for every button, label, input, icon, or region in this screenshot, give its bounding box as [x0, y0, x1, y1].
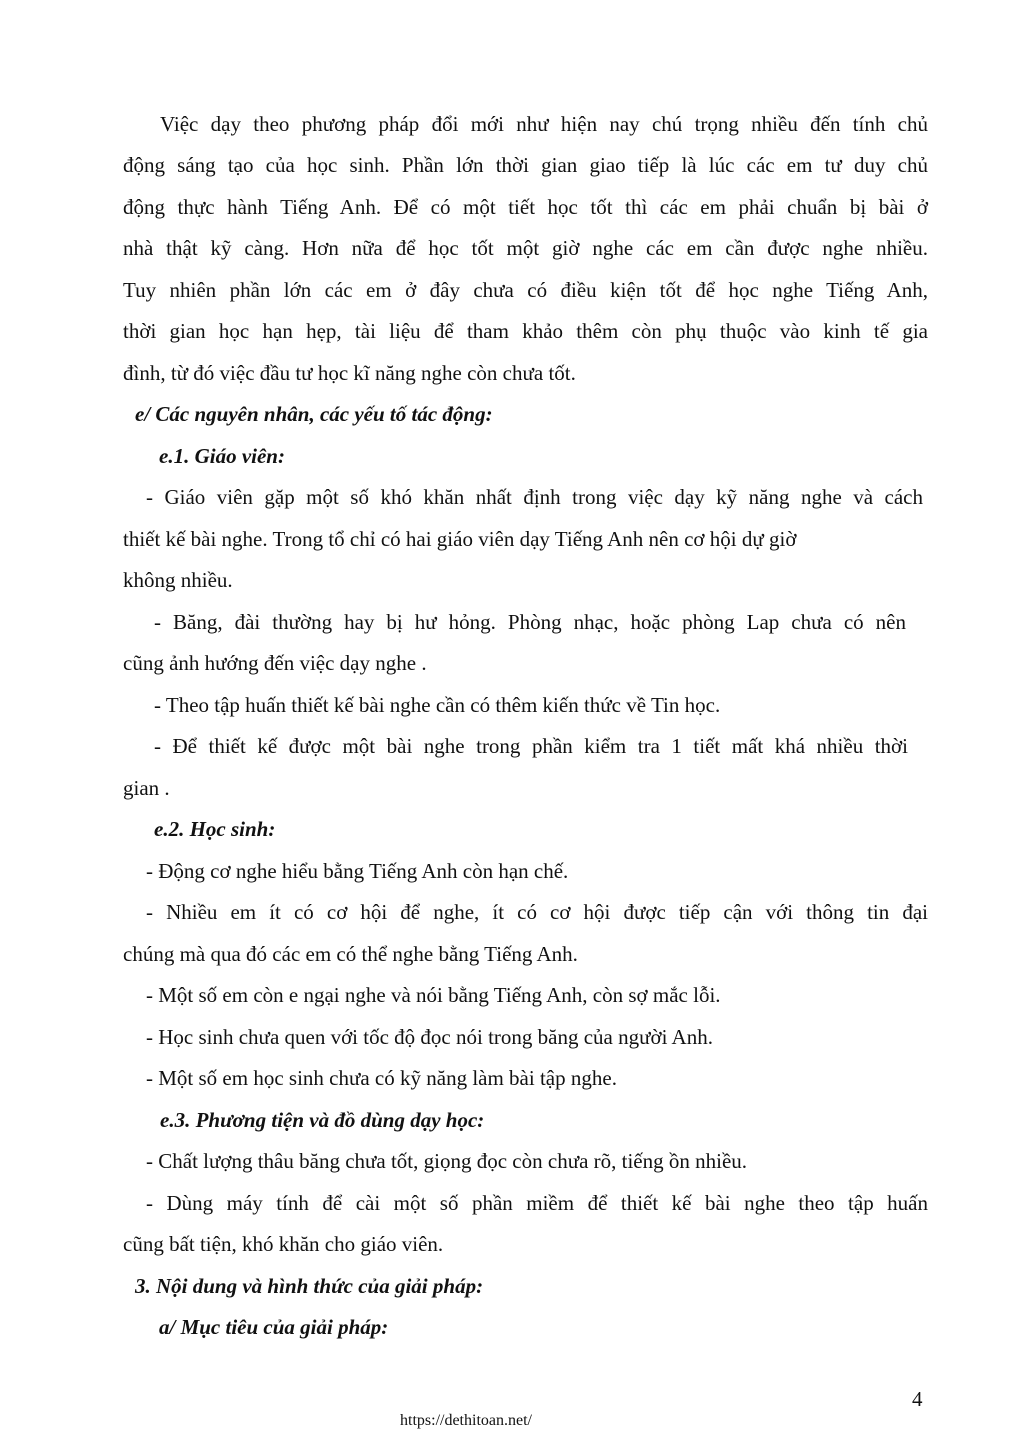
list-item-line: - Nhiều em ít có cơ hội để nghe, ít có cơ hội được tiếp cận với thông tin đại	[146, 900, 928, 924]
list-item-line: - Một số em còn e ngại nghe và nói bằng Tiếng Anh, còn sợ mắc lỗi.	[146, 983, 721, 1007]
list-item-line: - Để thiết kế được một bài nghe trong phần kiểm tra 1 tiết mất khá nhiều thời	[154, 734, 908, 758]
paragraph-line: Tuy nhiên phần lớn các em ở đây chưa có điều kiện tốt để học nghe Tiếng Anh,	[123, 278, 928, 302]
paragraph-line: đình, từ đó việc đầu tư học kĩ năng nghe còn chưa tốt.	[123, 361, 576, 385]
section-heading: e/ Các nguyên nhân, các yếu tố tác động:	[135, 402, 493, 426]
subsection-heading: e.1. Giáo viên:	[159, 444, 285, 468]
section-heading: 3. Nội dung và hình thức của giải pháp:	[135, 1274, 484, 1298]
list-item-line: - Băng, đài thường hay bị hư hỏng. Phòng nhạc, hoặc phòng Lap chưa có nên	[154, 610, 906, 634]
list-item-line: không nhiều.	[123, 568, 233, 592]
paragraph-line: nhà thật kỹ càng. Hơn nữa để học tốt một giờ nghe các em cần được nghe nhiều.	[123, 236, 928, 260]
list-item-line: cũng bất tiện, khó khăn cho giáo viên.	[123, 1232, 444, 1256]
list-item-line: - Động cơ nghe hiểu bằng Tiếng Anh còn hạn chế.	[146, 859, 569, 883]
paragraph-line: động thực hành Tiếng Anh. Để có một tiết học tốt thì các em phải chuẩn bị bài ở	[123, 195, 928, 219]
paragraph-line: Việc dạy theo phương pháp đổi mới như hiện nay chú trọng nhiều đến tính chủ	[160, 112, 928, 136]
paragraph-line: động sáng tạo của học sinh. Phần lớn thời gian giao tiếp là lúc các em tư duy chủ	[123, 153, 928, 177]
subsection-heading: e.3. Phương tiện và đồ dùng dạy học:	[160, 1108, 485, 1132]
page-number: 4	[912, 1387, 923, 1411]
list-item-line: - Giáo viên gặp một số khó khăn nhất định trong việc dạy kỹ năng nghe và cách	[146, 485, 923, 509]
subsection-heading: e.2. Học sinh:	[154, 817, 276, 841]
list-item-line: - Học sinh chưa quen với tốc độ đọc nói trong băng của người Anh.	[146, 1025, 713, 1049]
list-item-line: cũng ảnh hướng đến việc dạy nghe .	[123, 651, 427, 675]
paragraph-line: thời gian học hạn hẹp, tài liệu để tham khảo thêm còn phụ thuộc vào kinh tế gia	[123, 319, 928, 343]
list-item-line: - Chất lượng thâu băng chưa tốt, giọng đọc còn chưa rõ, tiếng ồn nhiều.	[146, 1149, 748, 1173]
list-item-line: chúng mà qua đó các em có thể nghe bằng Tiếng Anh.	[123, 942, 578, 966]
list-item-line: - Theo tập huấn thiết kế bài nghe cần có thêm kiến thức về Tin học.	[154, 693, 721, 717]
list-item-line: - Một số em học sinh chưa có kỹ năng làm bài tập nghe.	[146, 1066, 617, 1090]
list-item-line: thiết kế bài nghe. Trong tổ chỉ có hai giáo viên dạy Tiếng Anh nên cơ hội dự giờ	[123, 527, 797, 551]
subsection-heading: a/ Mục tiêu của giải pháp:	[159, 1315, 389, 1339]
list-item-line: - Dùng máy tính để cài một số phần miềm để thiết kế bài nghe theo tập huấn	[146, 1191, 928, 1215]
list-item-line: gian .	[123, 776, 170, 800]
footer-url: https://dethitoan.net/	[400, 1412, 532, 1429]
